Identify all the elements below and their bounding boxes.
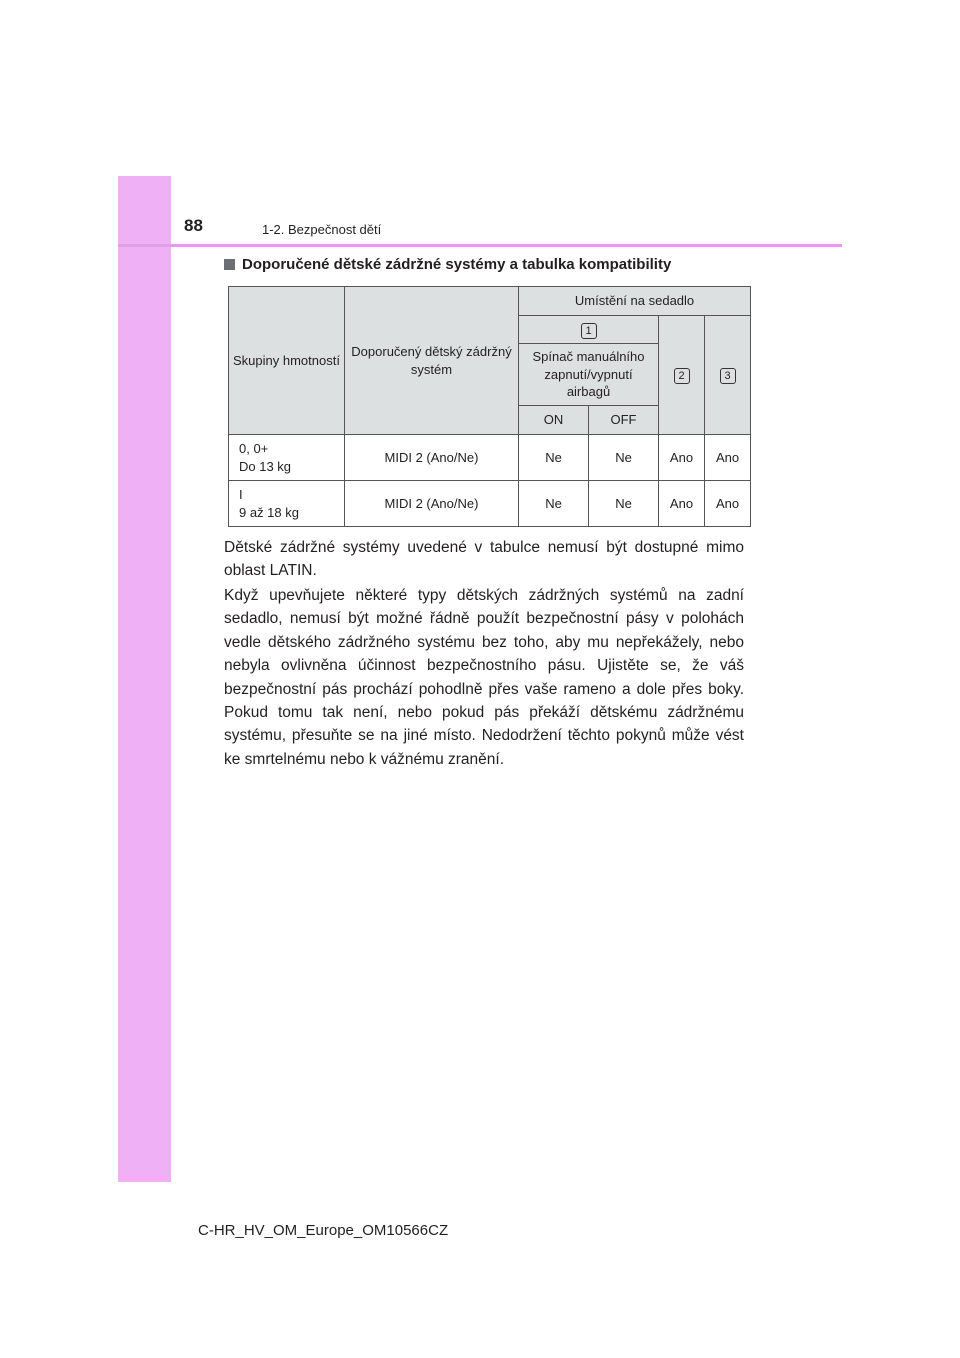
page-number: 88 xyxy=(184,216,203,235)
position-2-marker: 2 xyxy=(674,368,690,384)
header-on: ON xyxy=(519,406,589,435)
position-2-cell: Ano xyxy=(659,435,705,481)
paragraph-seatbelt-warning: Když upevňujete některé typy dětských zádržných systémů na zadní sedadlo, nemusí být možné řádně použít bezpečnostní pásy v polohách vedle dětského zádržného systému bez toho, aby mu nepřekážely, nebo nebyla ovlivněna účinnost bezpečnostního pásu. Ujistěte se, že váš bezpečnostní pás prochází pohodlně přes vaše rameno a dole přes boky. Pokud tomu tak není, nebo pokud pás překáží dětskému zádržnému systému, přesuňte se na jiné místo. Nedodržení těchto pokynů může vést ke smrtelnému nebo k vážnému zranění. xyxy=(224,587,744,768)
header-weight-group: Skupiny hmotností xyxy=(229,287,345,435)
group-label: I xyxy=(239,486,243,502)
header-position-3 xyxy=(705,316,751,435)
position-3-cell: Ano xyxy=(705,481,751,527)
system-cell: MIDI 2 (Ano/Ne) xyxy=(345,435,519,481)
header-off: OFF xyxy=(589,406,659,435)
paragraph-availability: Dětské zádržné systémy uvedené v tabulce nemusí být dostupné mimo oblast LATIN. xyxy=(224,539,744,580)
off-cell: Ne xyxy=(589,481,659,527)
system-cell: MIDI 2 (Ano/Ne) xyxy=(345,481,519,527)
group-label: 0, 0+ xyxy=(239,440,269,456)
weight-group-cell xyxy=(229,481,345,527)
header-airbag-switch: Spínač manuálního zapnutí/vypnutí airbagů xyxy=(519,344,659,406)
header-recommended-system: Doporučený dětský zádržný systém xyxy=(345,287,519,435)
compatibility-table xyxy=(228,286,751,527)
weight-label: 9 až 18 kg xyxy=(239,504,299,520)
position-2-cell: Ano xyxy=(659,481,705,527)
table-row xyxy=(229,435,751,481)
footer-document-code: C-HR_HV_OM_Europe_OM10566CZ xyxy=(198,1222,449,1239)
header-rule xyxy=(118,244,842,247)
weight-group-cell xyxy=(229,435,345,481)
position-3-cell: Ano xyxy=(705,435,751,481)
position-1-marker: 1 xyxy=(581,323,597,339)
header-position-2 xyxy=(659,316,705,435)
table-row xyxy=(229,481,751,527)
header-seat-position: Umístění na sedadlo xyxy=(519,287,751,316)
position-3-marker: 3 xyxy=(720,368,736,384)
section-title: 1-2. Bezpečnost dětí xyxy=(262,222,382,237)
section-heading xyxy=(224,256,671,273)
header-position-1 xyxy=(519,316,659,344)
weight-label: Do 13 kg xyxy=(239,458,292,474)
heading-text: Doporučené dětské zádržné systémy a tabulka kompatibility xyxy=(242,256,672,273)
on-cell: Ne xyxy=(519,481,589,527)
square-bullet-icon xyxy=(224,259,235,270)
page-sidebar-tab xyxy=(118,176,171,1182)
off-cell: Ne xyxy=(589,435,659,481)
on-cell: Ne xyxy=(519,435,589,481)
